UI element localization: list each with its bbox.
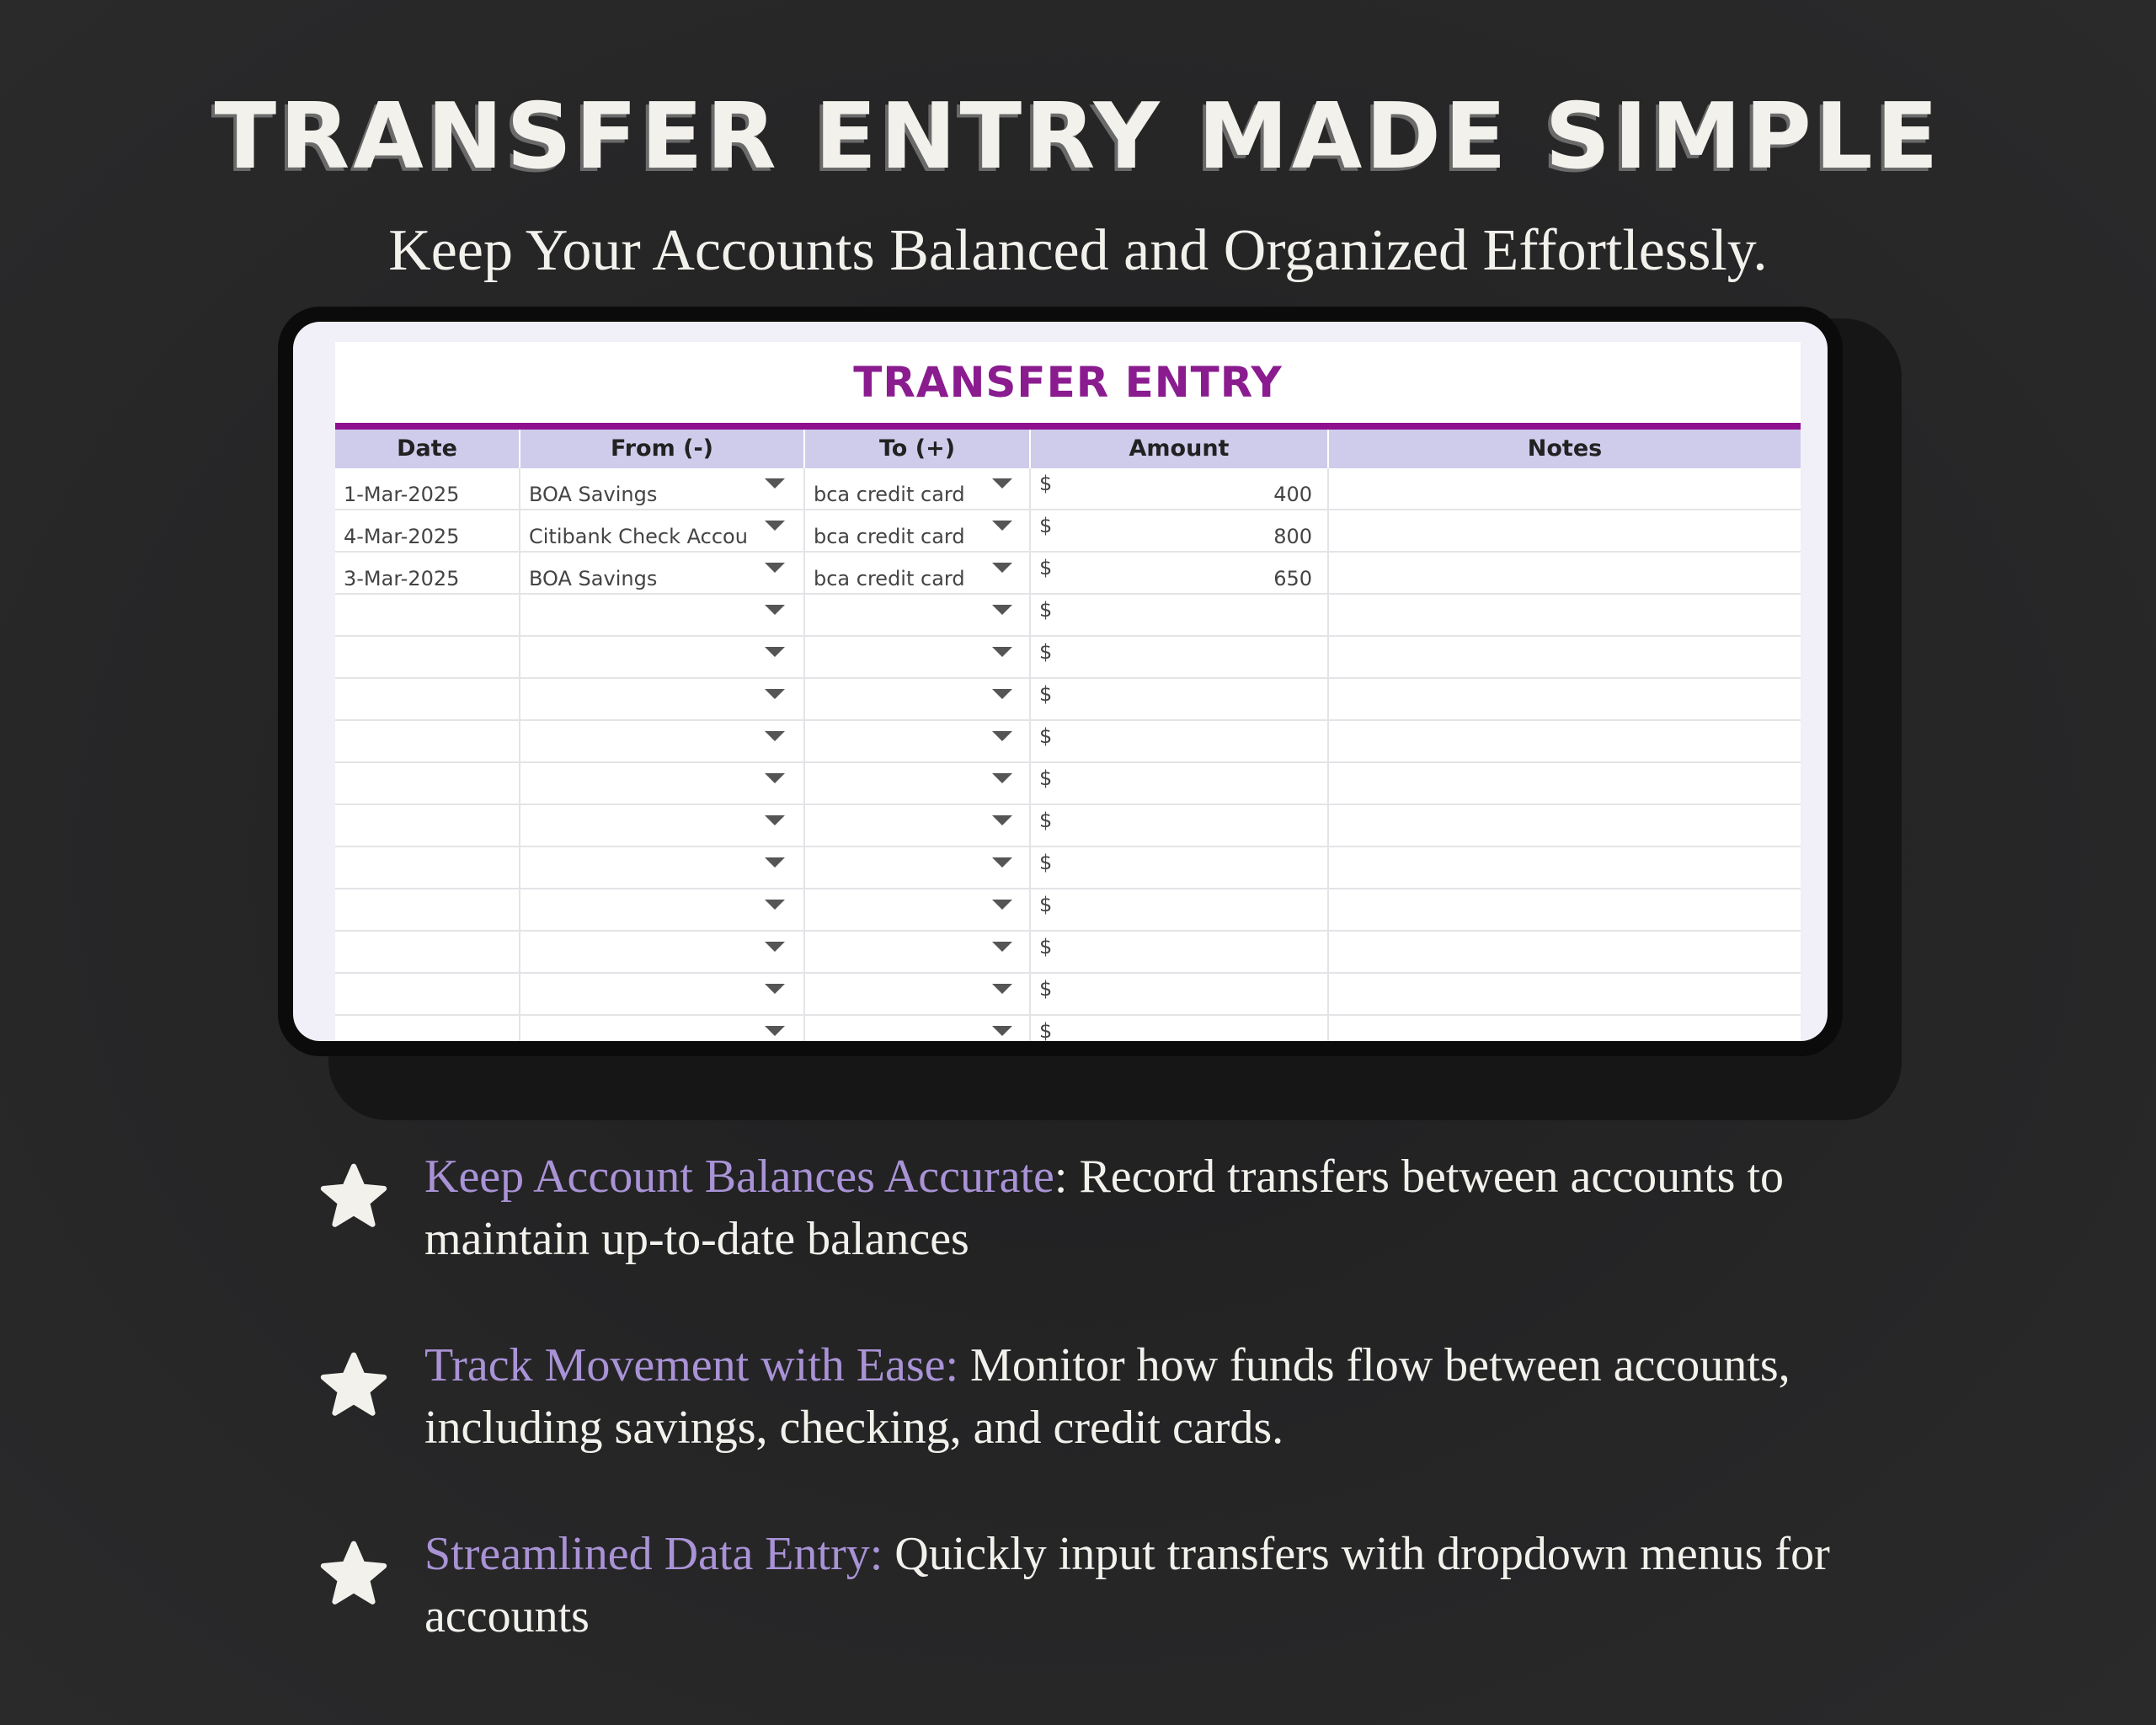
amount-value: 400 (1273, 483, 1312, 506)
from-account-dropdown[interactable] (520, 763, 805, 805)
feature-description: Monitor how funds flow between accounts, including savings, checking, and credit cards. (424, 1339, 1790, 1454)
amount-cell[interactable] (1031, 637, 1329, 679)
amount-cell[interactable] (1031, 595, 1329, 637)
to-account-dropdown[interactable] (805, 553, 1031, 595)
feature-text (424, 1146, 1853, 1270)
feature-title: Track Movement with Ease: (424, 1339, 959, 1391)
from-account-dropdown[interactable] (520, 553, 805, 595)
table-row (335, 468, 1801, 510)
dropdown-arrow-icon[interactable] (992, 815, 1012, 825)
amount-cell[interactable] (1031, 974, 1329, 1016)
from-account-dropdown[interactable] (520, 595, 805, 637)
dropdown-arrow-icon[interactable] (992, 773, 1012, 783)
title-divider (335, 423, 1801, 430)
notes-cell[interactable] (1329, 1016, 1801, 1041)
notes-cell[interactable] (1329, 889, 1801, 932)
dropdown-arrow-icon[interactable] (765, 857, 785, 868)
currency-symbol: $ (1039, 851, 1053, 874)
currency-symbol: $ (1039, 598, 1053, 622)
cell-text: BOA Savings (529, 483, 658, 506)
date-cell[interactable] (335, 510, 520, 553)
amount-cell[interactable] (1031, 847, 1329, 889)
amount-value: 650 (1273, 567, 1312, 590)
amount-cell[interactable] (1031, 1016, 1329, 1041)
dropdown-arrow-icon[interactable] (992, 857, 1012, 868)
dropdown-arrow-icon[interactable] (765, 563, 785, 573)
column-header-notes[interactable]: Notes (1527, 435, 1603, 462)
dropdown-arrow-icon[interactable] (992, 731, 1012, 741)
date-cell[interactable] (335, 932, 520, 974)
currency-symbol: $ (1039, 514, 1053, 537)
dropdown-arrow-icon[interactable] (765, 815, 785, 825)
from-account-dropdown[interactable] (520, 889, 805, 932)
table-header (335, 430, 1801, 468)
cell-text: BOA Savings (529, 567, 658, 590)
tablet-screen (293, 322, 1828, 1041)
cell-text: 4-Mar-2025 (344, 525, 460, 548)
to-account-dropdown[interactable] (805, 679, 1031, 721)
star-icon (320, 1351, 387, 1418)
notes-cell[interactable] (1329, 468, 1801, 510)
amount-value: 800 (1273, 525, 1312, 548)
table-row (335, 974, 1801, 1016)
dropdown-arrow-icon[interactable] (765, 689, 785, 699)
dropdown-arrow-icon[interactable] (992, 478, 1012, 489)
currency-symbol: $ (1039, 724, 1053, 748)
dropdown-arrow-icon[interactable] (992, 605, 1012, 615)
amount-cell[interactable] (1031, 763, 1329, 805)
feature-separator (958, 1339, 970, 1391)
page-subheadline: Keep Your Accounts Balanced and Organized Effortlessly. (388, 218, 1768, 283)
cell-text: bca credit card (814, 567, 965, 590)
from-account-dropdown[interactable] (520, 679, 805, 721)
feature-text (424, 1334, 1853, 1459)
notes-cell[interactable] (1329, 595, 1801, 637)
star-icon (320, 1162, 387, 1230)
to-account-dropdown[interactable] (805, 1016, 1031, 1041)
dropdown-arrow-icon[interactable] (992, 1026, 1012, 1036)
cell-text: bca credit card (814, 525, 965, 548)
date-cell[interactable] (335, 805, 520, 847)
notes-cell[interactable] (1329, 847, 1801, 889)
notes-cell[interactable] (1329, 510, 1801, 553)
dropdown-arrow-icon[interactable] (765, 647, 785, 657)
tablet-frame (278, 307, 1843, 1056)
from-account-dropdown[interactable] (520, 721, 805, 763)
table-row (335, 932, 1801, 974)
dropdown-arrow-icon[interactable] (992, 689, 1012, 699)
from-account-dropdown[interactable] (520, 637, 805, 679)
from-account-dropdown[interactable] (520, 932, 805, 974)
to-account-dropdown[interactable] (805, 468, 1031, 510)
table-row (335, 637, 1801, 679)
amount-cell[interactable] (1031, 553, 1329, 595)
currency-symbol: $ (1039, 893, 1053, 916)
date-cell[interactable] (335, 847, 520, 889)
feature-text (424, 1523, 1853, 1648)
cell-text: 1-Mar-2025 (344, 483, 460, 506)
date-cell[interactable] (335, 637, 520, 679)
currency-symbol: $ (1039, 682, 1053, 706)
to-account-dropdown[interactable] (805, 974, 1031, 1016)
from-account-dropdown[interactable] (520, 805, 805, 847)
from-account-dropdown[interactable] (520, 847, 805, 889)
table-row (335, 847, 1801, 889)
feature-separator (883, 1528, 894, 1580)
amount-cell[interactable] (1031, 679, 1329, 721)
cell-text: 3-Mar-2025 (344, 567, 460, 590)
amount-cell[interactable] (1031, 468, 1329, 510)
feature-description: Quickly input transfers with dropdown menus for accounts (424, 1528, 1830, 1642)
notes-cell[interactable] (1329, 932, 1801, 974)
table-row (335, 805, 1801, 847)
feature-description: Record transfers between accounts to maintain up-to-date balances (424, 1151, 1785, 1265)
dropdown-arrow-icon[interactable] (765, 773, 785, 783)
sheet-title: TRANSFER ENTRY (853, 358, 1283, 407)
date-cell[interactable] (335, 553, 520, 595)
dropdown-arrow-icon[interactable] (765, 478, 785, 489)
to-account-dropdown[interactable] (805, 763, 1031, 805)
currency-symbol: $ (1039, 640, 1053, 664)
date-cell[interactable] (335, 763, 520, 805)
currency-symbol: $ (1039, 766, 1053, 790)
currency-symbol: $ (1039, 1019, 1053, 1041)
dropdown-arrow-icon[interactable] (992, 647, 1012, 657)
table-row (335, 595, 1801, 637)
notes-cell[interactable] (1329, 974, 1801, 1016)
date-cell[interactable] (335, 1016, 520, 1041)
dropdown-arrow-icon[interactable] (765, 521, 785, 531)
notes-cell[interactable] (1329, 553, 1801, 595)
dropdown-arrow-icon[interactable] (765, 1026, 785, 1036)
dropdown-arrow-icon[interactable] (992, 942, 1012, 952)
table-row (335, 553, 1801, 595)
to-account-dropdown[interactable] (805, 889, 1031, 932)
column-header-amount[interactable]: Amount (1031, 430, 1329, 468)
date-cell[interactable] (335, 595, 520, 637)
column-header-to[interactable]: To (+) (805, 430, 1031, 468)
table-row (335, 679, 1801, 721)
date-cell[interactable] (335, 679, 520, 721)
amount-cell[interactable] (1031, 805, 1329, 847)
dropdown-arrow-icon[interactable] (765, 605, 785, 615)
table-row (335, 510, 1801, 553)
dropdown-arrow-icon[interactable] (765, 942, 785, 952)
from-account-dropdown[interactable] (520, 510, 805, 553)
cell-text: Citibank Check Accou (529, 525, 748, 548)
amount-cell[interactable] (1031, 889, 1329, 932)
to-account-dropdown[interactable] (805, 510, 1031, 553)
currency-symbol: $ (1039, 472, 1053, 495)
notes-cell[interactable] (1329, 805, 1801, 847)
from-account-dropdown[interactable] (520, 974, 805, 1016)
table-row (335, 721, 1801, 763)
dropdown-arrow-icon[interactable] (765, 900, 785, 910)
to-account-dropdown[interactable] (805, 595, 1031, 637)
notes-cell[interactable] (1329, 763, 1801, 805)
date-cell[interactable] (335, 468, 520, 510)
dropdown-arrow-icon[interactable] (765, 731, 785, 741)
feature-separator: : (1054, 1151, 1080, 1203)
feature-title: Streamlined Data Entry: (424, 1528, 883, 1580)
amount-cell[interactable] (1031, 932, 1329, 974)
date-cell[interactable] (335, 974, 520, 1016)
date-cell[interactable] (335, 721, 520, 763)
to-account-dropdown[interactable] (805, 637, 1031, 679)
date-cell[interactable] (335, 889, 520, 932)
feature-title: Keep Account Balances Accurate (424, 1151, 1054, 1203)
currency-symbol: $ (1039, 935, 1053, 959)
notes-cell[interactable] (1329, 679, 1801, 721)
to-account-dropdown[interactable] (805, 847, 1031, 889)
notes-cell[interactable] (1329, 721, 1801, 763)
dropdown-arrow-icon[interactable] (992, 563, 1012, 573)
currency-symbol: $ (1039, 977, 1053, 1001)
column-header-date[interactable]: Date (335, 430, 520, 468)
table-row (335, 1016, 1801, 1041)
from-account-dropdown[interactable] (520, 468, 805, 510)
page-headline: TRANSFER ENTRY MADE SIMPLE (214, 84, 1942, 190)
spreadsheet (335, 342, 1801, 1041)
column-header-from[interactable]: From (-) (520, 430, 805, 468)
amount-cell[interactable] (1031, 510, 1329, 553)
from-account-dropdown[interactable] (520, 1016, 805, 1041)
dropdown-arrow-icon[interactable] (765, 984, 785, 994)
to-account-dropdown[interactable] (805, 932, 1031, 974)
table-row (335, 889, 1801, 932)
to-account-dropdown[interactable] (805, 805, 1031, 847)
currency-symbol: $ (1039, 556, 1053, 579)
table-row (335, 763, 1801, 805)
notes-cell[interactable] (1329, 637, 1801, 679)
cell-text: bca credit card (814, 483, 965, 506)
currency-symbol: $ (1039, 809, 1053, 832)
dropdown-arrow-icon[interactable] (992, 521, 1012, 531)
dropdown-arrow-icon[interactable] (992, 984, 1012, 994)
star-icon (320, 1540, 387, 1607)
amount-cell[interactable] (1031, 721, 1329, 763)
dropdown-arrow-icon[interactable] (992, 900, 1012, 910)
to-account-dropdown[interactable] (805, 721, 1031, 763)
